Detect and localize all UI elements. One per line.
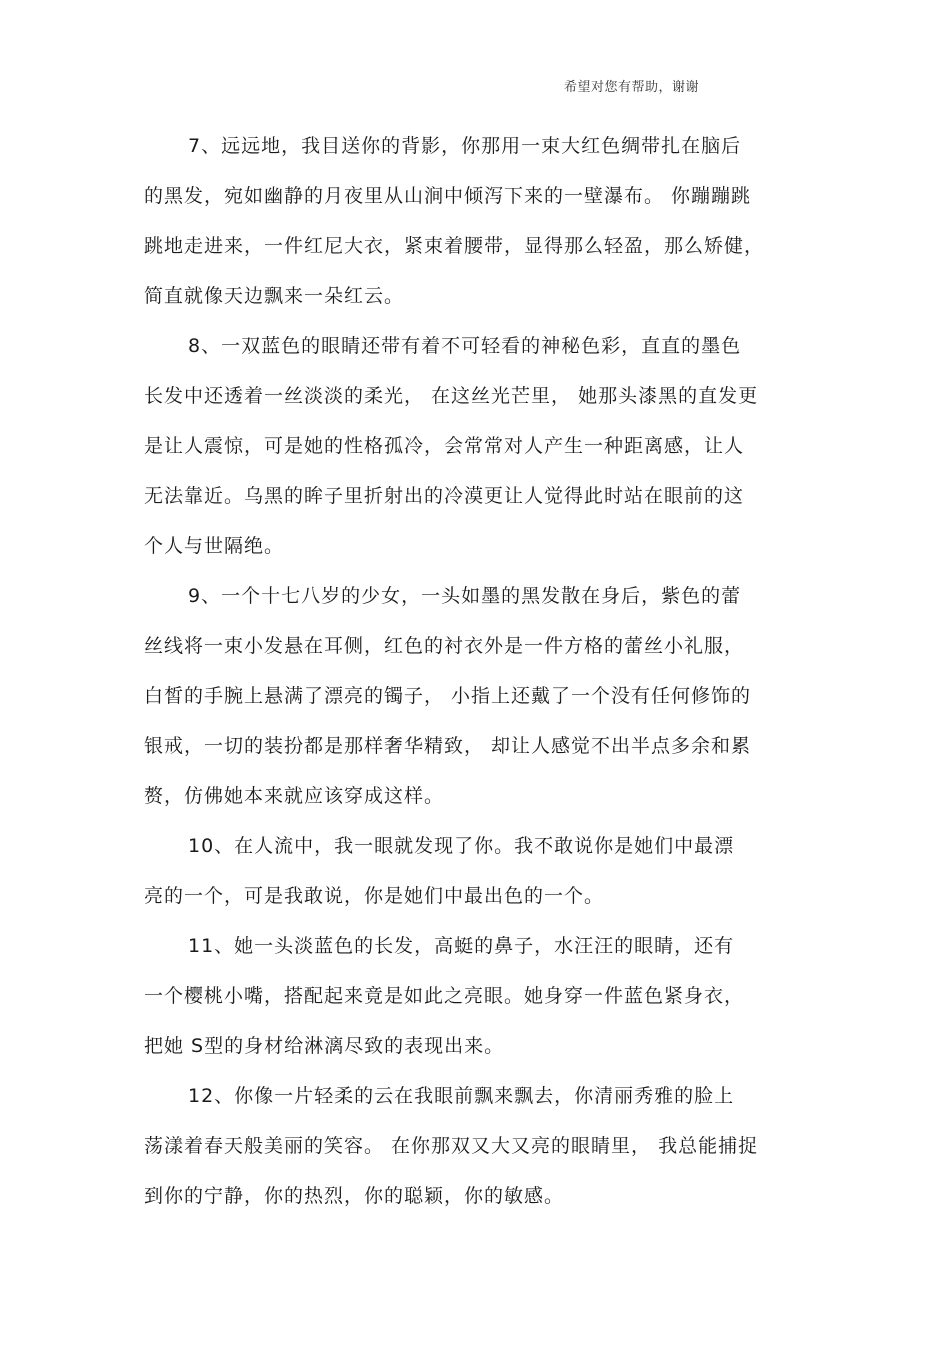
text-line: 8、一双蓝色的眼睛还带有着不可轻看的神秘色彩，直直的墨色 — [188, 335, 742, 357]
text-line: 赘，仿佛她本来就应该穿成这样。 — [144, 785, 445, 807]
text-line: 到你的宁静，你的热烈，你的聪颖，你的敏感。 — [144, 1185, 565, 1207]
text-line: 7、远远地，我目送你的背影，你那用一束大红色绸带扎在脑后 — [188, 135, 742, 157]
document-body — [144, 128, 814, 1228]
paragraph-12 — [144, 1078, 814, 1228]
text-line: 11、她一头淡蓝色的长发，高蜓的鼻子，水汪汪的眼睛，还有 — [188, 935, 735, 957]
text-line: 简直就像天边飘来一朵红云。 — [144, 285, 405, 307]
text-line: 个人与世隔绝。 — [144, 535, 285, 557]
text-line: 跳地走进来，一件红尼大衣，紧束着腰带，显得那么轻盈，那么矫健， — [144, 235, 765, 257]
text-line: 银戒，一切的装扮都是那样奢华精致， 却让人感觉不出半点多余和累 — [144, 735, 752, 757]
text-line: 一个樱桃小嘴，搭配起来竟是如此之亮眼。她身穿一件蓝色紧身衣， — [144, 985, 745, 1007]
paragraph-11 — [144, 928, 814, 1078]
text-line: 丝线将一束小发悬在耳侧，红色的衬衣外是一件方格的蕾丝小礼服， — [144, 635, 745, 657]
paragraph-10 — [144, 828, 814, 928]
text-line: 无法靠近。乌黑的眸子里折射出的冷漠更让人觉得此时站在眼前的这 — [144, 485, 745, 507]
text-line: 荡漾着春天般美丽的笑容。 在你那双又大又亮的眼睛里， 我总能捕捉 — [144, 1135, 759, 1157]
paragraph-7 — [144, 128, 814, 328]
text-line: 亮的一个，可是我敢说，你是她们中最出色的一个。 — [144, 885, 605, 907]
paragraph-9 — [144, 578, 814, 828]
text-line: 长发中还透着一丝淡淡的柔光， 在这丝光芒里， 她那头漆黑的直发更 — [144, 385, 759, 407]
header-note: 希望对您有帮助，谢谢 — [564, 80, 700, 95]
text-line: 9、一个十七八岁的少女，一头如墨的黑发散在身后，紫色的蕾 — [188, 585, 742, 607]
text-line: 白皙的手腕上悬满了漂亮的镯子， 小指上还戴了一个没有任何修饰的 — [144, 685, 752, 707]
text-line: 的黑发，宛如幽静的月夜里从山涧中倾泻下来的一壁瀑布。 你蹦蹦跳 — [144, 185, 752, 207]
text-line: 12、你像一片轻柔的云在我眼前飘来飘去，你清丽秀雅的脸上 — [188, 1085, 735, 1107]
text-line: 把她 S型的身材给淋漓尽致的表现出来。 — [144, 1035, 505, 1057]
text-line: 10、在人流中，我一眼就发现了你。我不敢说你是她们中最漂 — [188, 835, 735, 857]
text-line: 是让人震惊，可是她的性格孤冷，会常常对人产生一种距离感，让人 — [144, 435, 745, 457]
paragraph-8 — [144, 328, 814, 578]
